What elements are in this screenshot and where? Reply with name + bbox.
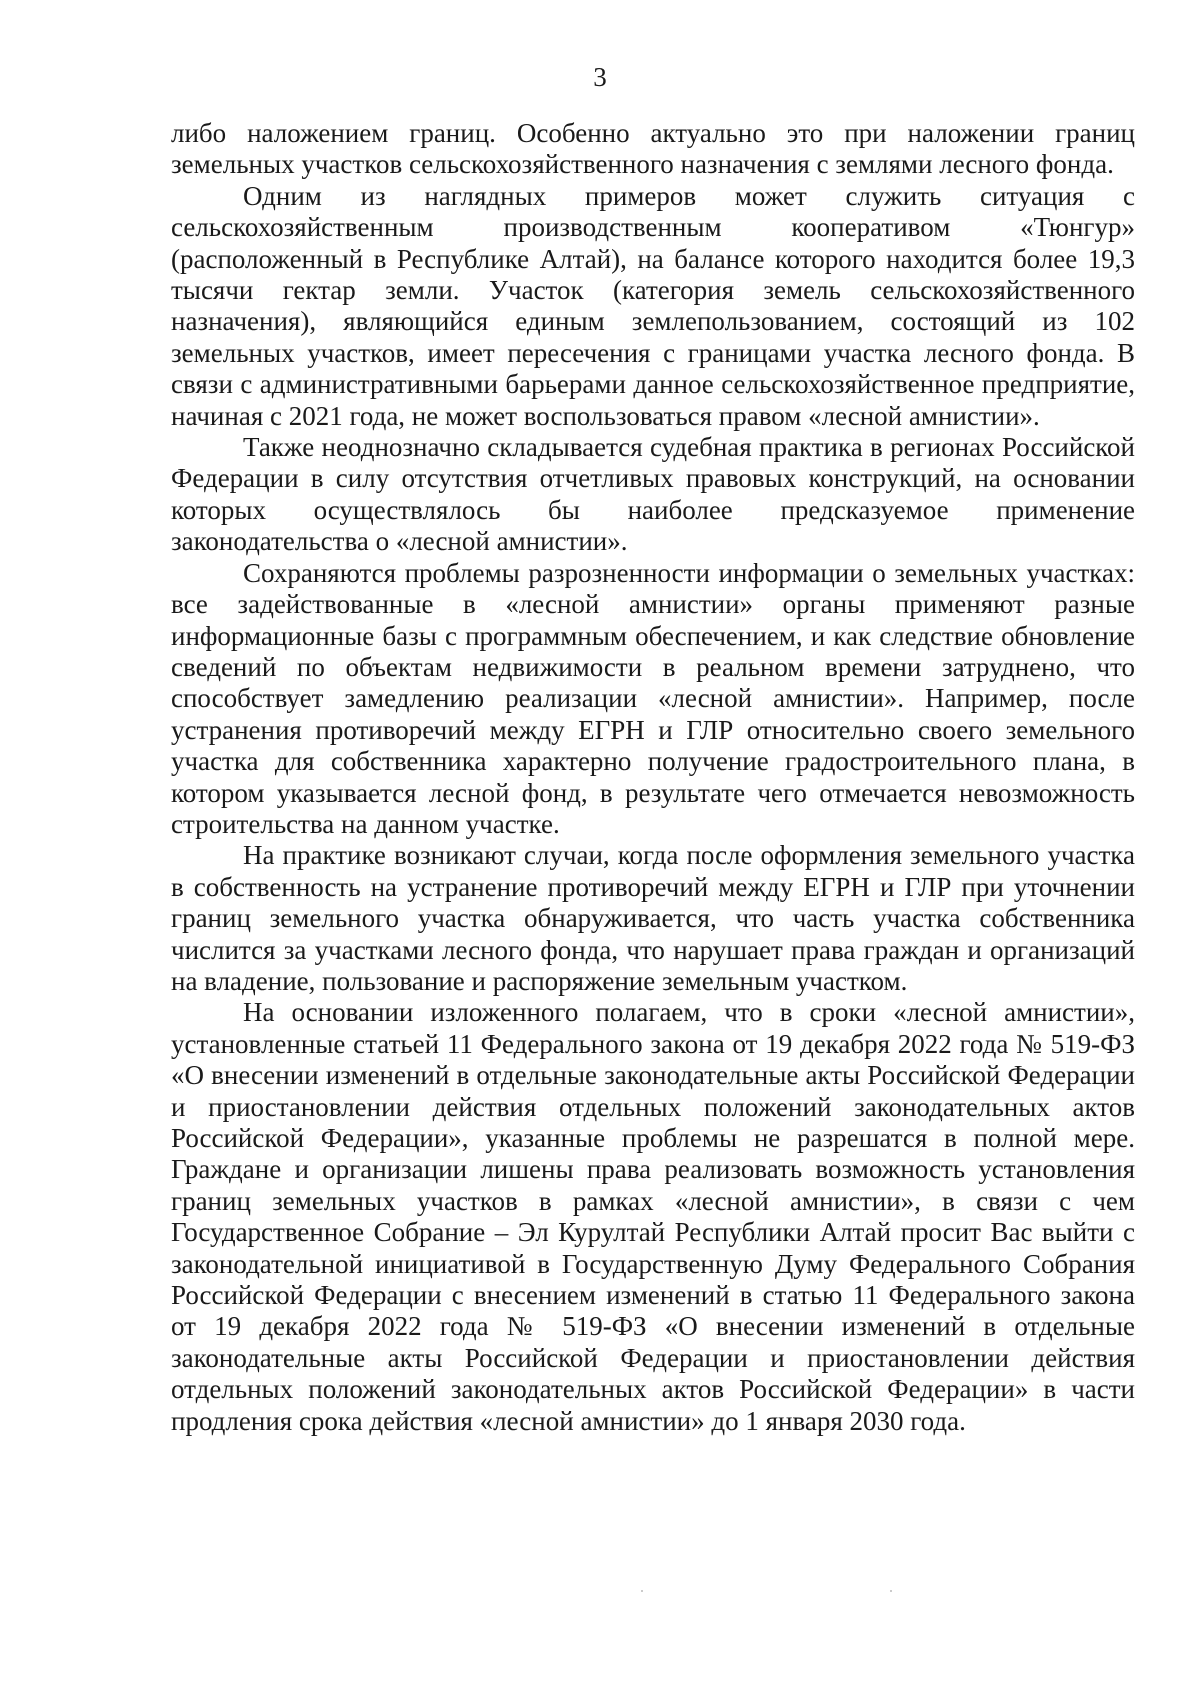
scan-speck [890,1590,892,1592]
scan-speck [641,1590,643,1592]
paragraph-1: либо наложением границ. Особенно актуально это при наложении границ земельных участков сельскохозяйственного назначения с землями лесного фонда. [171,118,1135,180]
paragraph-2: Одним из наглядных примеров может служить ситуация с сельскохозяйственным производственным кооперативом «Тюнгур» (расположенный в Республике Алтай), на балансе которого находится более 19,3 тысячи гектар земли. Участок (категория земель сельскохозяйственного назначения), являющийся единым землепользованием, состоящий из 102 земельных участков, имеет пересечения с границами участка лесного фонда. В связи с административными барьерами данное сельскохозяйственное предприятие, начиная с 2021 года, не может воспользоваться правом «лесной амнистии». [171,180,1135,431]
paragraph-4: Сохраняются проблемы разрозненности информации о земельных участках: все задействованные в «лесной амнистии» органы применяют разные информационные базы с программным обеспечением, и как следствие обновление сведений по объектам недвижимости в реальном времени затруднено, что способствует замедлению реализации «лесной амнистии». Например, после устранения противоречий между ЕГРН и ГЛР относительно своего земельного участка для собственника характерно получение градостроительного плана, в котором указывается лесной фонд, в результате чего отмечается невозможность строительства на данном участке. [171,557,1135,839]
page-number: 3 [593,62,607,92]
paragraph-3: Также неоднозначно складывается судебная практика в регионах Российской Федерации в силу отсутствия отчетливых правовых конструкций, на основании которых осуществлялось бы наиболее предсказуемое применение законодательства о «лесной амнистии». [171,432,1135,557]
document-body [171,118,1135,1437]
paragraph-6: На основании изложенного полагаем, что в сроки «лесной амнистии», установленные статьей 11 Федерального закона от 19 декабря 2022 года № 519-ФЗ «О внесении изменений в отдельные законодательные акты Российской Федерации и приостановлении действия отдельных положений законодательных актов Российской Федерации», указанные проблемы не разрешатся в полной мере. Граждане и организации лишены права реализовать возможность установления границ земельных участков в рамках «лесной амнистии», в связи с чем Государственное Собрание – Эл Курултай Республики Алтай просит Вас выйти с законодательной инициативой в Государственную Думу Федерального Собрания Российской Федерации с внесением изменений в статью 11 Федерального закона от 19 декабря 2022 года № 519-ФЗ «О внесении изменений в отдельные законодательные акты Российской Федерации и приостановлении действия отдельных положений законодательных актов Российской Федерации» в части продления срока действия «лесной амнистии» до 1 января 2030 года. [171,997,1135,1436]
paragraph-5: На практике возникают случаи, когда после оформления земельного участка в собственность на устранение противоречий между ЕГРН и ГЛР при уточнении границ земельного участка обнаруживается, что часть участка собственника числится за участками лесного фонда, что нарушает права граждан и организаций на владение, пользование и распоряжение земельным участком. [171,840,1135,996]
